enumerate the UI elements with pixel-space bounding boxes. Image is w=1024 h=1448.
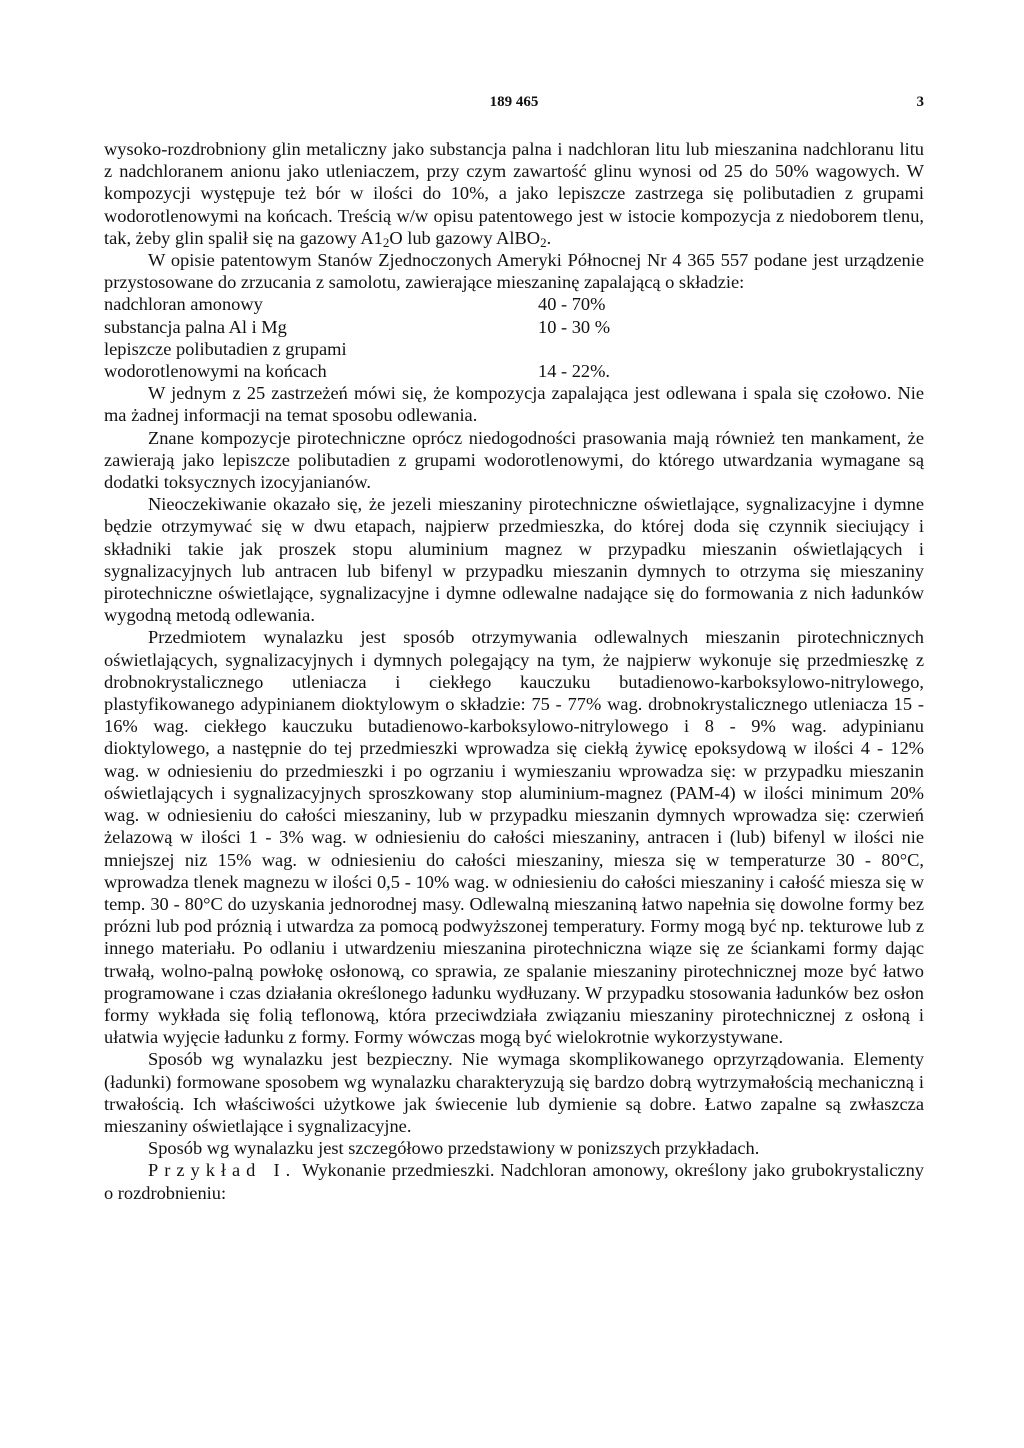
paragraph-1 [104,138,924,249]
composition-value: 10 - 30 % [538,316,611,337]
paragraph-1-text-mid: O lub gazowy AlBO [389,227,541,248]
paragraph-9-text: Wykonanie przedmieszki. Nadchloran amonowy, określony jako grubokrystaliczny o rozdrobnieniu: [104,1160,924,1203]
patent-number: 189 465 [489,94,539,110]
composition-row [104,360,924,382]
composition-value: 40 - 70% [538,294,606,315]
document-body [104,138,924,1204]
paragraph-8: Sposób wg wynalazku jest szczegółowo przedstawiony w ponizszych przykładach. [148,1138,760,1159]
subscript: 2 [540,234,547,250]
composition-list [104,293,924,382]
subscript: 2 [382,234,390,250]
paragraph-1-text: wysoko-rozdrobniony glin metaliczny jako substancja palna i nadchloran litu lub mieszanina nadchloranu litu z nadchloranem anionu jako utleniaczem, przy czym zawartość glinu wynosi od 25 do 50% wagowych. W kompozycji występuje też bór w ilości do 10%, a jako lepiszcze zastrzega się polibutadien z grupami wodorotlenowymi na końcach. Treścią w/w opisu patentowego jest w istocie kompozycja z niedoborem tlenu, tak, żeby glin spalił się na gazowy A1 [104,139,924,248]
page-number: 3 [916,94,924,110]
page-header [104,94,924,116]
composition-row [104,338,924,360]
paragraph-6: Przedmiotem wynalazku jest sposób otrzymywania odlewalnych mieszanin pirotechnicznych oświetlających, sygnalizacyjnych i dymnych polegający na tym, że najpierw wykonuje się przedmieszkę z drobnokrystalicznego utleniacza i ciekłego kauczuku butadienowo-karboksylowo-nitrylowego, plastyfikowanego adypinianem dioktylowym o składzie: 75 - 77% wag. drobnokrystalicznego utleniacza 15 - 16% wag. ciekłego kauczuku butadienowo-karboksylowo-nitrylowego i 8 - 9% wag. adypinianu dioktylowego, a następnie do tej przedmieszki wprowadza się ciekłą żywicę epoksydową w ilości 4 - 12% wag. w odniesieniu do przedmieszki i po ogrzaniu i wymieszaniu wprowadza się: w przypadku mieszanin oświetlających i sygnalizacyjnych sproszkowany stop aluminium-magnez (PAM-4) w ilości minimum 20% wag. w odniesieniu do całości mieszaniny, lub w przypadku mieszanin dymnych wprowadza się: czerwień żelazową w ilości 1 - 3% wag. w odniesieniu do całości mieszaniny, antracen i (lub) bifenyl w ilości nie mniejszej niz 15% wag. w odniesieniu do całości mieszaniny, miesza się w temperaturze 30 - 80°C, wprowadza tlenek magnezu w ilości 0,5 - 10% wag. w odniesieniu do całości mieszaniny i całość miesza się w temp. 30 - 80°C do uzyskania jednorodnej masy. Odlewalną mieszaniną łatwo napełnia się dowolne formy bez prózni lub pod próznią i utwardza za pomocą podwyższonej temperatury. Formy mogą być np. tekturowe lub z innego materiału. Po odlaniu i utwardzeniu mieszanina pirotechniczna wiąze się ze ściankami formy dając trwałą, wolno-palną powłokę osłonową, co sprawia, ze spalanie mieszaniny pirotechnicznej moze być łatwo programowane i czas działania określonego ładunku wydłuzany. W przypadku stosowania ładunków bez osłon formy wykłada się folią teflonową, która przeciwdziała związaniu mieszaniny pirotechnicznej z osłoną i ułatwia wyjęcie ładunku z formy. Formy wówczas mogą być wielokrotnie wykorzystywane. [104,627,924,1048]
paragraph-2: W opisie patentowym Stanów Zjednoczonych Ameryki Północnej Nr 4 365 557 podane jest urządzenie przystosowane do zrzucania z samolotu, zawierające mieszaninę zapalającą o składzie: [104,250,924,293]
composition-label: nadchloran amonowy [104,294,263,315]
example-label: Przykład I. [148,1160,297,1181]
paragraph-7: Sposób wg wynalazku jest bezpieczny. Nie wymaga skomplikowanego oprzyrządowania. Elementy (ładunki) formowane sposobem wg wynalazku charakteryzują się bardzo dobrą wytrzymałością mechaniczną i trwałością. Ich właściwości użytkowe jak świecenie lub dymienie są dobre. Łatwo zapalne są zwłaszcza mieszaniny oświetlające i sygnalizacyjne. [104,1049,924,1136]
paragraph-3: W jednym z 25 zastrzeżeń mówi się, że kompozycja zapalająca jest odlewana i spala się czołowo. Nie ma żadnej informacji na temat sposobu odlewania. [104,383,924,426]
composition-label: substancja palna Al i Mg [104,316,287,337]
composition-label: lepiszcze polibutadien z grupami [104,338,347,359]
composition-label: wodorotlenowymi na końcach [104,361,327,382]
paragraph-5: Nieoczekiwanie okazało się, że jezeli mieszaniny pirotechniczne oświetlające, sygnalizacyjne i dymne będzie otrzymywać się w dwu etapach, najpierw przedmieszka, do której doda się czynnik sieciujący i składniki takie jak proszek stopu aluminium magnez w przypadku mieszanin oświetlających i sygnalizacyjnych lub antracen lub bifenyl w przypadku mieszanin dymnych to otrzyma się mieszaniny pirotechniczne oświetlające, sygnalizacyjne i dymne odlewalne nadające się do formowania z nich ładunków wygodną metodą odlewania. [104,494,924,626]
composition-row [104,293,924,315]
paragraph-4: Znane kompozycje pirotechniczne oprócz niedogodności prasowania mają również ten mankament, że zawierają jako lepiszcze polibutadien z grupami wodorotlenowymi, do którego utwardzania wymagane są dodatki toksycznych izocyjanianów. [104,427,924,493]
paragraph-1-end: . [546,227,552,248]
composition-value: 14 - 22%. [538,361,611,382]
composition-row [104,316,924,338]
paragraph-9 [104,1159,924,1203]
